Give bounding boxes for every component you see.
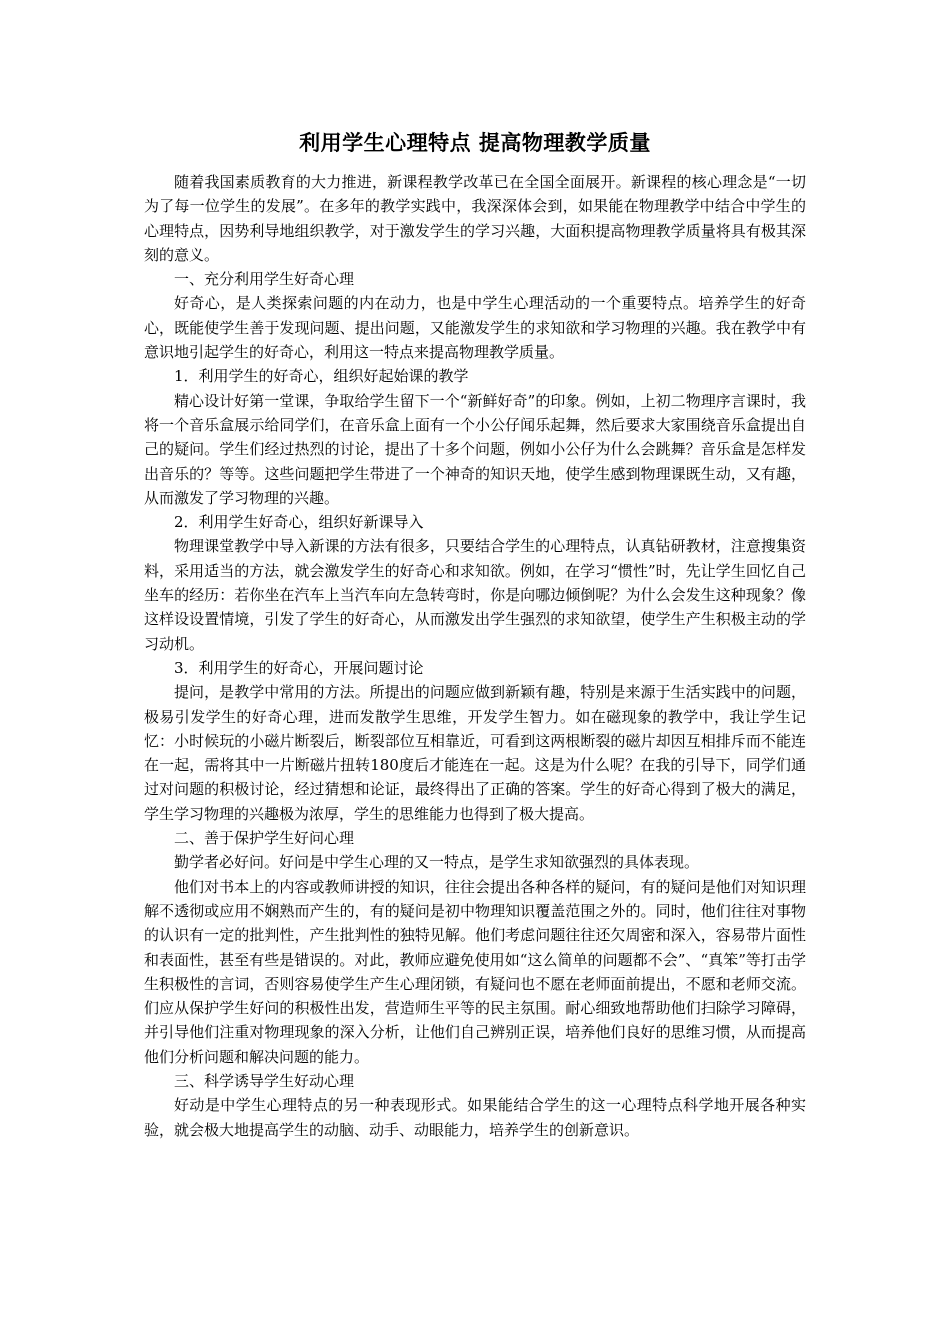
body-paragraph: 物理课堂教学中导入新课的方法有很多，只要结合学生的心理特点，认真钻研教材，注意搜集资料，采用适当的方法，就会激发学生的好奇心和求知欲。例如，在学习“惯性”时，先让学生回忆自己坐车的经历：若你坐在汽车上当汽车向左急转弯时，你是向哪边倾倒呢？为什么会发生这种现象？像这样设设置情境，引发了学生的好奇心，从而激发出学生强烈的求知欲望，使学生产生积极主动的学习动机。 xyxy=(144,537,806,653)
body-paragraph: 好奇心，是人类探索问题的内在动力，也是中学生心理活动的一个重要特点。培养学生的好奇心，既能使学生善于发现问题、提出问题，又能激发学生的求知欲和学习物理的兴趣。我在教学中有意识地引起学生的好奇心，利用这一特点来提高物理教学质量。 xyxy=(144,294,806,362)
section-heading-2: 二、善于保护学生好问心理 xyxy=(174,829,355,848)
body-paragraph: 提问，是教学中常用的方法。所提出的问题应做到新颖有趣，特别是来源于生活实践中的问题，极易引发学生的好奇心理，进而发散学生思维，开发学生智力。如在磁现象的教学中，我让学生记忆：小时候玩的小磁片断裂后，断裂部位互相靠近，可看到这两根断裂的磁片却因互相排斥而不能连在一起，需将其中一片断磁片扭转180度后才能连在一起。这是为什么呢？在我的引导下，同学们通过对问题的积极讨论，经过猜想和论证，最终得出了正确的答案。学生的好奇心得到了极大的满足，学生学习物理的兴趣极为浓厚，学生的思维能力也得到了极大提高。 xyxy=(144,683,806,823)
section-heading-3: 三、科学诱导学生好动心理 xyxy=(174,1071,355,1090)
document-page xyxy=(144,128,806,1142)
subsection-heading-1-2: 2．利用学生好奇心，组织好新课导入 xyxy=(174,513,424,532)
subsection-heading-1-3: 3．利用学生的好奇心，开展问题讨论 xyxy=(174,658,424,677)
document-title: 利用学生心理特点 提高物理教学质量 xyxy=(299,131,651,155)
intro-paragraph: 随着我国素质教育的大力推进，新课程教学改革已在全国全面展开。新课程的核心理念是“一切为了每一位学生的发展”。在多年的教学实践中，我深深体会到，如果能在物理教学中结合中学生的心理特点，因势利导地组织教学，对于激发学生的学习兴趣，大面积提高物理教学质量将具有极其深刻的意义。 xyxy=(144,173,806,264)
subsection-heading-1-1: 1．利用学生的好奇心，组织好起始课的教学 xyxy=(174,367,469,386)
body-paragraph: 精心设计好第一堂课，争取给学生留下一个“新鲜好奇”的印象。例如，上初二物理序言课时，我将一个音乐盒展示给同学们，在音乐盒上面有一个小公仔闻乐起舞，然后要求大家围绕音乐盒提出自己的疑问。学生们经过热烈的讨论，提出了十多个问题，例如小公仔为什么会跳舞？音乐盒是怎样发出音乐的？等等。这些问题把学生带进了一个神奇的知识天地，使学生感到物理课既生动，又有趣，从而激发了学习物理的兴趣。 xyxy=(144,391,806,507)
body-paragraph: 勤学者必好问。好问是中学生心理的又一特点，是学生求知欲强烈的具体表现。 xyxy=(174,853,700,872)
body-paragraph: 他们对书本上的内容或教师讲授的知识，往往会提出各种各样的疑问，有的疑问是他们对知识理解不透彻或应用不娴熟而产生的，有的疑问是初中物理知识覆盖范围之外的。同时，他们往往对事物的认识有一定的批判性，产生批判性的独特见解。他们考虑问题往往还欠周密和深入，容易带片面性和表面性，甚至有些是错误的。对此，教师应避免使用如“这么简单的问题都不会”、“真笨”等打击学生积极性的言词，否则容易使学生产生心理闭锁，有疑问也不愿在老师面前提出，不愿和老师交流。们应从保护学生好问的积极性出发，营造师生平等的民主氛围。耐心细致地帮助他们扫除学习障碍，并引导他们注重对物理现象的深入分析，让他们自己辨别正误，培养他们良好的思维习惯，从而提高他们分析问题和解决问题的能力。 xyxy=(144,877,806,1066)
section-heading-1: 一、充分利用学生好奇心理 xyxy=(174,270,355,289)
body-paragraph: 好动是中学生心理特点的另一种表现形式。如果能结合学生的这一心理特点科学地开展各种实验，就会极大地提高学生的动脑、动手、动眼能力，培养学生的创新意识。 xyxy=(144,1096,806,1139)
